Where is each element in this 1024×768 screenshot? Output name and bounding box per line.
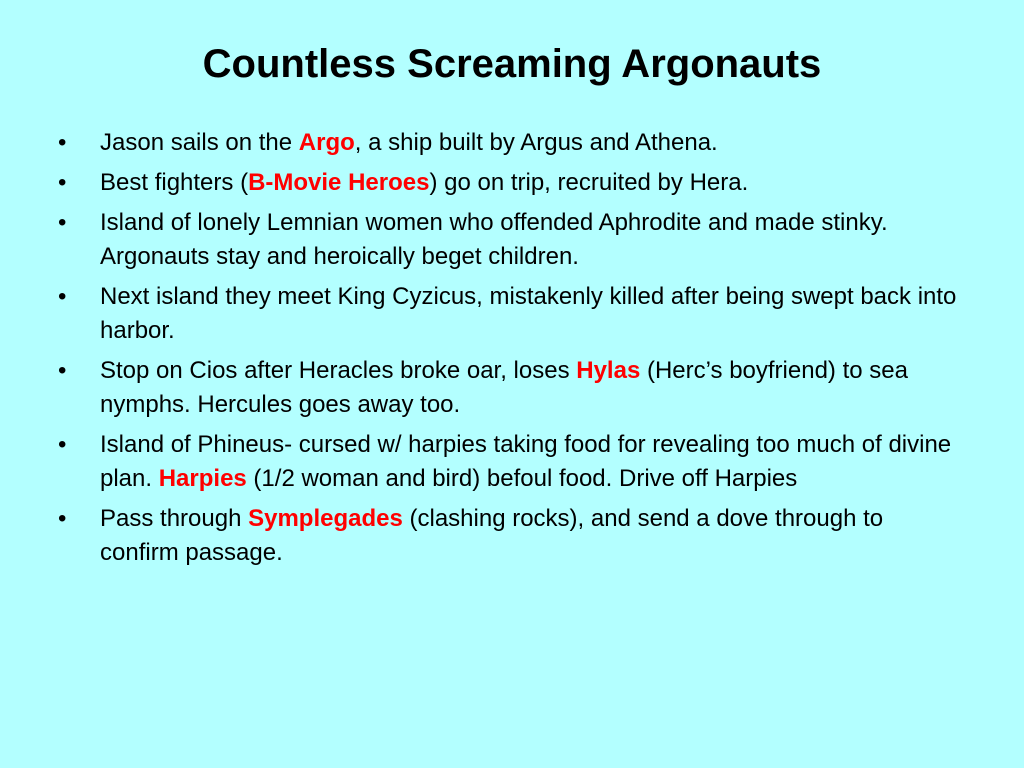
bullet-text: Pass through [100, 505, 249, 532]
bullet-icon: • [58, 209, 67, 236]
bullet-icon: • [58, 431, 67, 458]
bullet-text: Jason sails on the [100, 129, 299, 156]
bullet-item-argo [58, 126, 958, 160]
slide-title: Countless Screaming Argonauts [202, 42, 822, 86]
bullet-text: Next island they meet King Cyzicus, mistakenly killed after being swept back into harbor. [100, 283, 957, 344]
highlight-term: Harpies [158, 465, 247, 492]
bullet-text: ) go on trip, recruited by Hera. [429, 169, 749, 196]
highlight-term: Argo [298, 129, 355, 156]
highlight-term: Hylas [576, 357, 641, 384]
highlight-term: B-Movie Heroes [248, 169, 430, 196]
bullet-text: Best fighters ( [100, 169, 249, 196]
bullet-text: , a ship built by Argus and Athena. [354, 129, 718, 156]
bullet-text: (1/2 woman and bird) befoul food. Drive off Harpies [246, 465, 798, 492]
bullet-item-symplegades [58, 502, 958, 570]
bullet-icon: • [58, 129, 67, 156]
bullet-text: Island of Phineus- cursed w/ harpies taking food for revealing too much of divine plan. [100, 431, 952, 492]
bullet-text: (clashing rocks), and send a dove through to confirm passage. [100, 505, 884, 566]
bullet-list [58, 126, 958, 576]
bullet-text: (Herc’s boyfriend) to sea nymphs. Hercules goes away too. [100, 357, 908, 418]
bullet-icon: • [58, 283, 67, 310]
bullet-item-cyzicus [58, 280, 958, 348]
bullet-text: Island of lonely Lemnian women who offended Aphrodite and made stinky. Argonauts stay and heroically beget children. [100, 209, 888, 270]
bullet-item-fighters [58, 166, 958, 200]
bullet-item-hylas [58, 354, 958, 422]
bullet-icon: • [58, 169, 67, 196]
bullet-item-phineus [58, 428, 958, 496]
bullet-text: Stop on Cios after Heracles broke oar, loses [100, 357, 577, 384]
bullet-item-lemnos [58, 206, 958, 274]
bullet-icon: • [58, 357, 67, 384]
bullet-icon: • [58, 505, 67, 532]
highlight-term: Symplegades [248, 505, 403, 532]
